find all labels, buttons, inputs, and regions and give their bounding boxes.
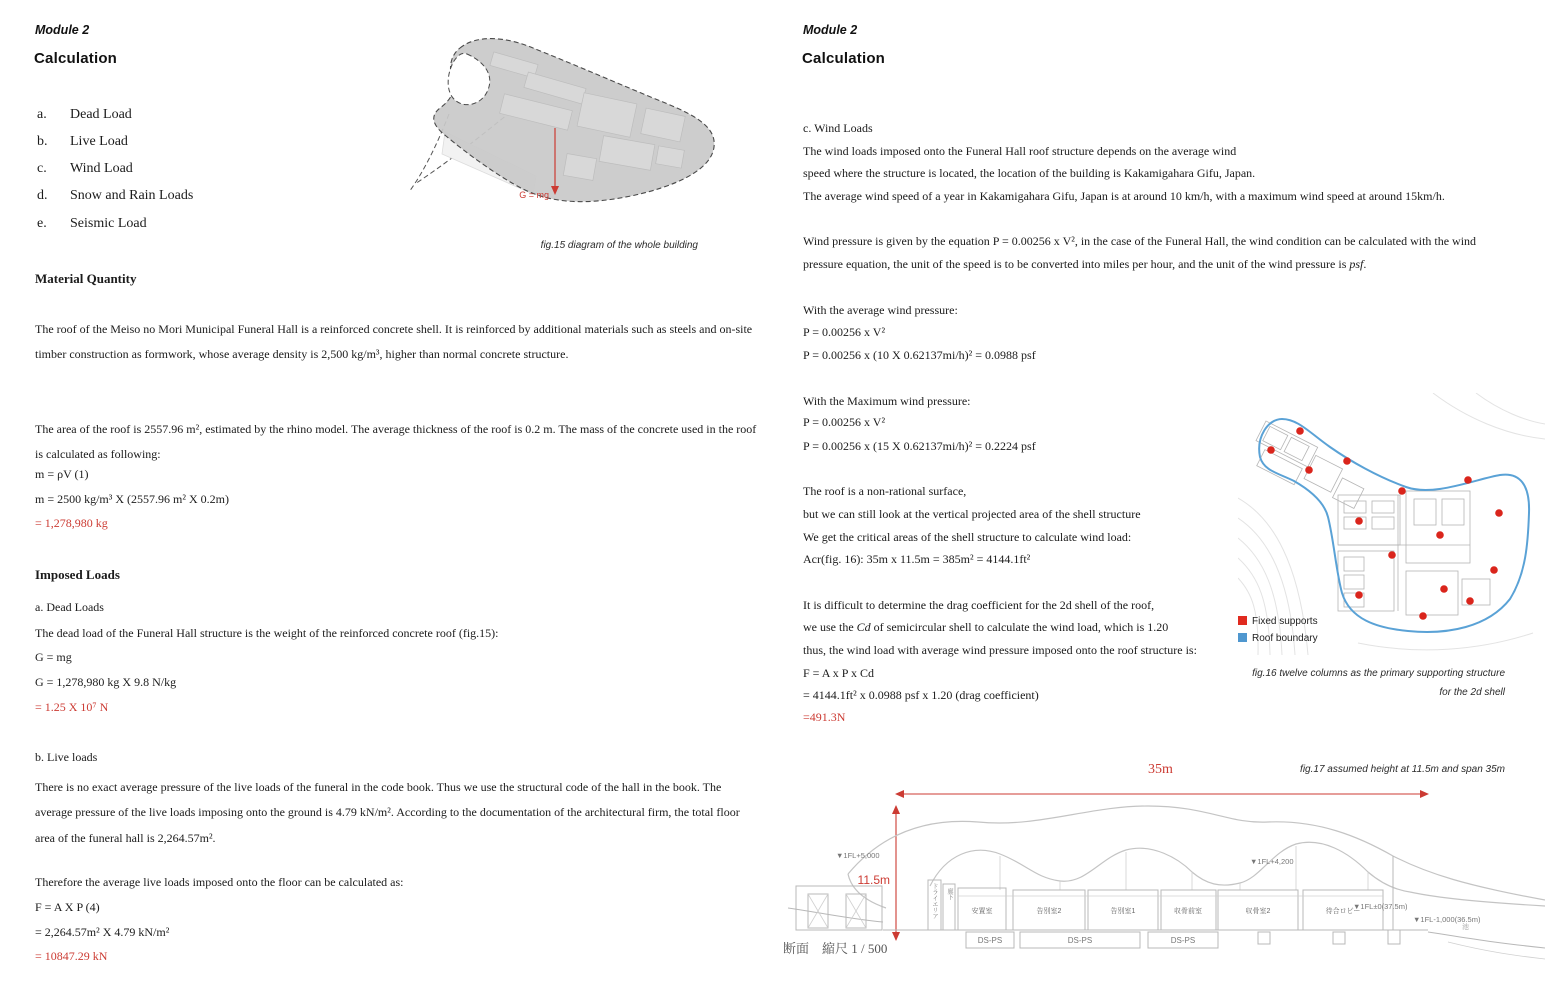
wind-pressure-para-line1: Wind pressure is given by the equation P = 0.00256 x V², in the case of the Funeral Hall, the wind condition can be calculated with the wind [803,234,1477,248]
psf-italic: psf [1349,257,1364,271]
dry-area-vertical-label: ドライエリア [931,883,937,919]
fig16-caption-line2: for the 2d shell [1439,687,1505,698]
fig17-height-label: 11.5m [857,873,890,887]
fig17-section-drawing [788,782,1545,972]
max-pressure-label: With the Maximum wind pressure: [803,394,971,408]
live-load-result: = 10847.29 kN [35,949,108,963]
room-label-kokubetsu2: 告別室2 [1036,908,1062,915]
pond-label: 池 [1462,924,1469,931]
room-label-anchishitsu: 安置室 [971,908,993,915]
duct-boxes [966,932,1218,948]
roof-boundary-swatch [1238,633,1247,642]
floor-plan-outlines [1246,421,1490,615]
legend-fixed-supports [1238,615,1318,627]
load-label: Live Load [70,134,128,149]
dead-load-equation-2: G = 1,278,980 kg X 9.8 N/kg [35,675,177,689]
mass-equation-1: m = ρV (1) [35,467,89,481]
left-module-label: Module 2 [35,23,90,37]
level-label-5000: ▼1FL+5,000 [836,851,880,860]
wind-pressure-para-line2 [803,257,1366,272]
right-page-title: Calculation [802,50,886,67]
footings [1258,930,1400,944]
wind-text-line1: The wind loads imposed onto the Funeral Hall roof structure depends on the average wind [803,144,1237,158]
dead-loads-text: The dead load of the Funeral Hall structure is the weight of the reinforced concrete roof (fig.15): [35,626,499,640]
max-pressure-eq1: P = 0.00256 x V² [803,415,886,429]
load-label: Snow and Rain Loads [70,188,194,203]
load-letter: c. [37,161,47,176]
material-quantity-heading: Material Quantity [35,271,137,286]
roof-area-line2: but we can still look at the vertical projected area of the shell structure [803,507,1141,521]
material-quantity-para2: The area of the roof is 2557.96 m², estimated by the rhino model. The average thickness of the roof is 0.2 m. The mass of the concrete used in the roof is calculated as following: [35,422,757,462]
wind-load-equation-2: = 4144.1ft² x 0.0988 psf x 1.20 (drag coefficient) [803,688,1039,702]
load-label: Seismic Load [70,216,147,231]
left-page-title: Calculation [34,50,118,67]
load-label: Wind Load [70,161,133,176]
live-loads-text: Therefore the average live loads imposed onto the floor can be calculated as: [35,875,404,889]
critical-area-equation: Acr(fig. 16): 35m x 11.5m = 385m² = 4144.1ft² [803,552,1031,566]
room-labels [972,906,1361,915]
left-annex [796,886,882,930]
roof-boundary-label: Roof boundary [1252,633,1318,644]
mass-result: = 1,278,980 kg [35,516,108,530]
column-lines [1000,846,1393,930]
load-list-item [37,161,133,177]
load-letter: e. [37,216,47,231]
corridor-strips [928,880,955,930]
fixed-support-dots [1267,427,1503,620]
corridor-vertical-label: 廊下 [946,888,952,900]
room-label-shukotsu-ante: 収骨前室 [1174,908,1202,915]
duct-label-3: DS-PS [1170,936,1196,945]
load-list-item [37,216,147,232]
fig15-building-diagram [405,28,737,235]
wind-load-result: =491.3N [803,710,846,724]
section-scale-label: 断面 縮尺 1 / 500 [783,941,888,956]
load-letter: d. [37,188,48,203]
height-dimension-arrow [892,805,900,941]
room-label-kokubetsu1: 告別室1 [1110,908,1136,915]
span-dimension-arrow [895,790,1429,798]
fixed-supports-label: Fixed supports [1252,616,1318,627]
dead-load-equation-1: G = mg [35,650,72,664]
avg-pressure-eq2: P = 0.00256 x (10 X 0.62137mi/h)² = 0.0988 psf [803,348,1036,362]
wind-text-line3: The average wind speed of a year in Kakamigahara Gifu, Japan is at around 10 km/h, with a maximum wind speed at around 15km/h. [803,189,1445,203]
live-load-equation-2: = 2,264.57m² X 4.79 kN/m² [35,925,170,939]
fixed-supports-swatch [1238,616,1247,625]
drag-line1: It is difficult to determine the drag coefficient for the 2d shell of the roof, [803,598,1155,612]
roof-area-line1: The roof is a non-rational surface, [803,484,967,498]
room-boxes [958,888,1383,930]
pressure-line2-post: . [1363,257,1367,271]
avg-pressure-eq1: P = 0.00256 x V² [803,325,886,339]
dead-load-result: = 1.25 X 10⁷ N [35,700,109,714]
fig15-g-label: G = mg [519,190,549,200]
load-list-item [37,107,132,123]
live-loads-para: There is no exact average pressure of the live loads of the funeral in the code book. Thus we use the structural code of the hall in the book. The average pressure of the live loads imposing onto the ground is 4.79 kN/m². According to the documentation of the architectural firm, the total floor area of the funeral hall is 2,264.57m². [35,780,740,845]
level-label-0: ▼1FL±0(37.5m) [1353,902,1408,911]
fig15-caption: fig.15 diagram of the whole building [540,240,698,251]
material-quantity-para1: The roof of the Meiso no Mori Municipal Funeral Hall is a reinforced concrete shell. It is reinforced by additional materials such as steels and on-site timber construction as formwork, whose average density is 2,500 kg/m³, higher than normal concrete structure. [35,322,753,362]
drag-line2-post: of semicircular shell to calculate the wind load, which is 1.20 [870,620,1169,634]
level-label-4200: ▼1FL+4,200 [1250,857,1294,866]
wind-load-equation-1: F = A x P x Cd [803,666,875,680]
legend-roof-boundary [1238,632,1318,644]
load-list-item [37,134,128,150]
roof-profile-lines [848,806,1545,908]
live-loads-subheading: b. Live loads [35,750,98,764]
wind-text-line2: speed where the structure is located, the location of the building is Kakamigahara Gifu, Japan. [803,166,1256,180]
pressure-line2-pre: pressure equation, the unit of the speed is to be converted into miles per hour, and the unit of the wind pressure is [803,257,1350,271]
drag-line3: thus, the wind load with average wind pressure imposed onto the roof structure is: [803,643,1197,657]
load-letter: b. [37,134,48,149]
load-letter: a. [37,107,47,122]
load-list-item [37,188,193,204]
duct-label-1: DS-PS [977,936,1003,945]
max-pressure-eq2: P = 0.00256 x (15 X 0.62137mi/h)² = 0.2224 psf [803,439,1036,453]
avg-pressure-label: With the average wind pressure: [803,303,958,317]
load-label: Dead Load [70,107,132,122]
cd-italic: Cd [856,620,871,634]
drag-line2 [803,620,1168,635]
fig17-span-label: 35m [1148,762,1173,777]
roof-area-line3: We get the critical areas of the shell structure to calculate wind load: [803,530,1132,544]
imposed-loads-heading: Imposed Loads [35,567,120,582]
level-label-minus1000: ▼1FL-1,000(36.5m) [1413,915,1481,924]
wind-loads-subheading: c. Wind Loads [803,121,873,135]
mass-equation-2: m = 2500 kg/m³ X (2557.96 m² X 0.2m) [35,492,229,506]
dead-loads-subheading: a. Dead Loads [35,600,104,614]
duct-label-2: DS-PS [1067,936,1093,945]
fig16-caption-line1: fig.16 twelve columns as the primary supporting structure [1252,668,1505,679]
drag-line2-pre: we use the [803,620,857,634]
room-label-lobby: 待合ロビー [1325,908,1361,915]
fig17-caption: fig.17 assumed height at 11.5m and span 35m [1300,764,1505,775]
room-label-shukotsu2: 収骨室2 [1245,908,1271,915]
live-load-equation-1: F = A X P (4) [35,900,100,914]
right-module-label: Module 2 [803,23,858,37]
